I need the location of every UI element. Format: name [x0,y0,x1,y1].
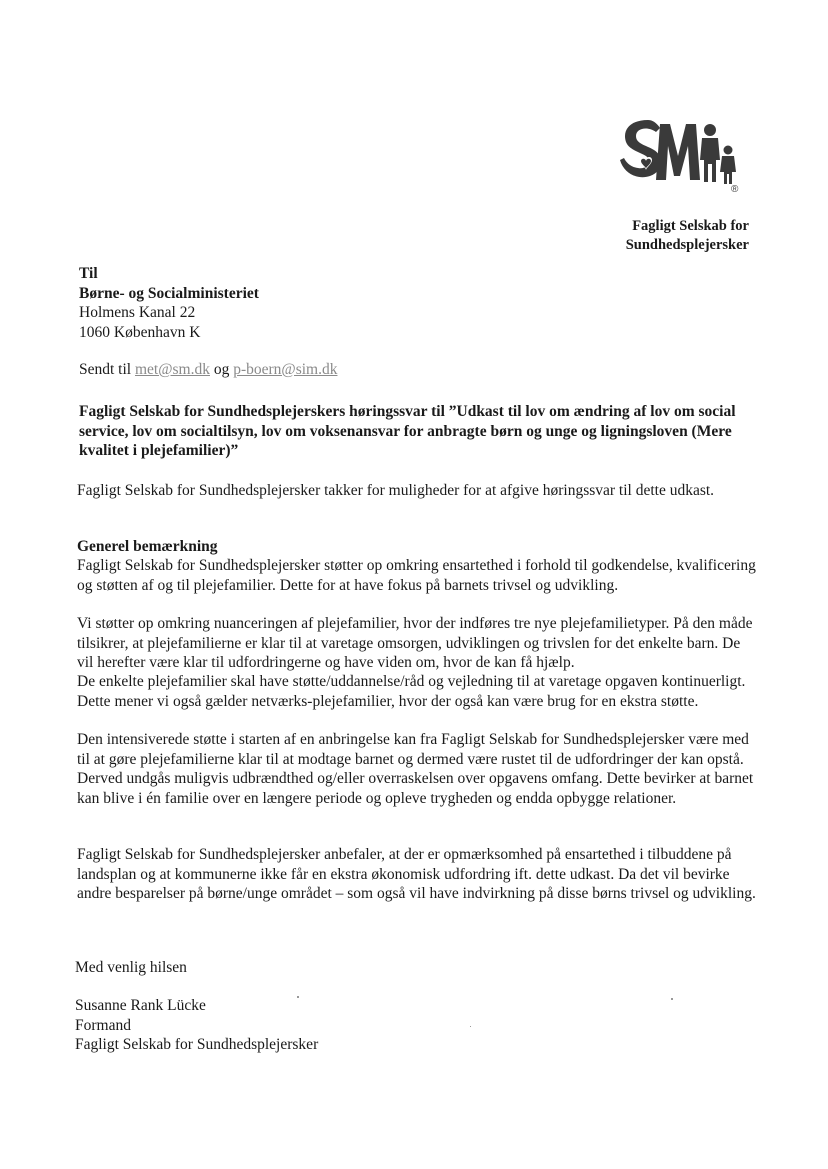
sent-line [79,361,337,379]
letter-title: Fagligt Selskab for Sundhedsplejerskers høringssvar til ”Udkast til lov om ændring af lov om social service, lov om socialtilsyn, lov om voksenansvar for anbragte børn og unge og ligningsloven (Mere kvalitet i plejefamilier)” [79,403,736,459]
org-header-line2: Sundhedsplejersker [625,237,749,253]
recommendation-paragraph: Fagligt Selskab for Sundhedsplejersker anbefaler, at der er opmærksomhed på ensartethed i tilbuddene på landsplan og at kommunerne ikke får en ekstra økonomisk udfordring ift. dette udkast. Da det vil bevirke andre besparelser på børne/unge området – som også vil have indvirkning på disse børns trivsel og udvikling. [77,846,756,902]
section-paragraph-3: De enkelte plejefamilier skal have støtte/uddannelse/råd og vejledning til at varetage opgaven kontinuerligt. Dette mener vi også gælder netværks-plejefamilier, hvor der også kan være brug for en ekstra støtte. [77,673,746,710]
recipient-to: Til [79,265,98,282]
section-paragraph-2: Vi støtter op omkring nuanceringen af plejefamilier, hvor der indføres tre nye plejefamilietyper. På den måde tilsikrer, at plejefamilierne er klar til at varetage omsorgen, udviklingen og trivslen for det enkelte barn. De vil herefter være klar til udfordringerne og have viden om, hvor de kan få hjælp. [77,615,753,671]
scan-speck [671,998,673,1000]
recipient-city: 1060 København K [79,323,201,341]
scan-speck [470,1026,471,1027]
section-paragraph-1: Fagligt Selskab for Sundhedsplejersker støtter op omkring ensartethed i forhold til godkendelse, kvalificering og støtten af og til plejefamilier. Dette for at have fokus på barnets trivsel og udvikling. [77,557,756,594]
email-link-1[interactable]: met@sm.dk [134,361,210,378]
scan-speck [297,996,299,998]
recipient-address [79,264,259,342]
section-paragraph-4: Den intensiverede støtte i starten af en anbringelse kan fra Fagligt Selskab for Sundhedsplejersker være med til at gøre plejefamilierne klar til at modtage barnet og dermed være rustet til de udfordringer der kan opstå. Derved undgås muligvis udbrændthed og/eller overraskelsen over opgavens omfang. Dette bevirker at barnet kan blive i én familie over en længere periode og opleve trygheden og endda opbygge relationer. [77,731,754,807]
signature-role: Formand [75,1016,131,1034]
signature-name: Susanne Rank Lücke [75,997,206,1014]
closing: Med venlig hilsen [75,959,187,976]
recipient-ministry: Børne- og Socialministeriet [79,284,259,302]
registered-mark: ® [731,184,739,194]
sent-conj: og [213,361,230,378]
email-link-2[interactable]: p-boern@sim.dk [233,361,338,378]
section-heading: Generel bemærkning [77,538,218,555]
org-header-line1: Fagligt Selskab for [632,218,749,234]
intro-paragraph: Fagligt Selskab for Sundhedsplejersker takker for muligheder for at afgive høringssvar til dette udkast. [77,482,715,499]
org-header [626,217,749,255]
recipient-street: Holmens Kanal 22 [79,304,196,321]
signature-block [75,996,318,1055]
signature-org: Fagligt Selskab for Sundhedsplejersker [75,1036,319,1053]
sm-logo [618,116,742,194]
sent-prefix: Sendt til [79,361,132,378]
